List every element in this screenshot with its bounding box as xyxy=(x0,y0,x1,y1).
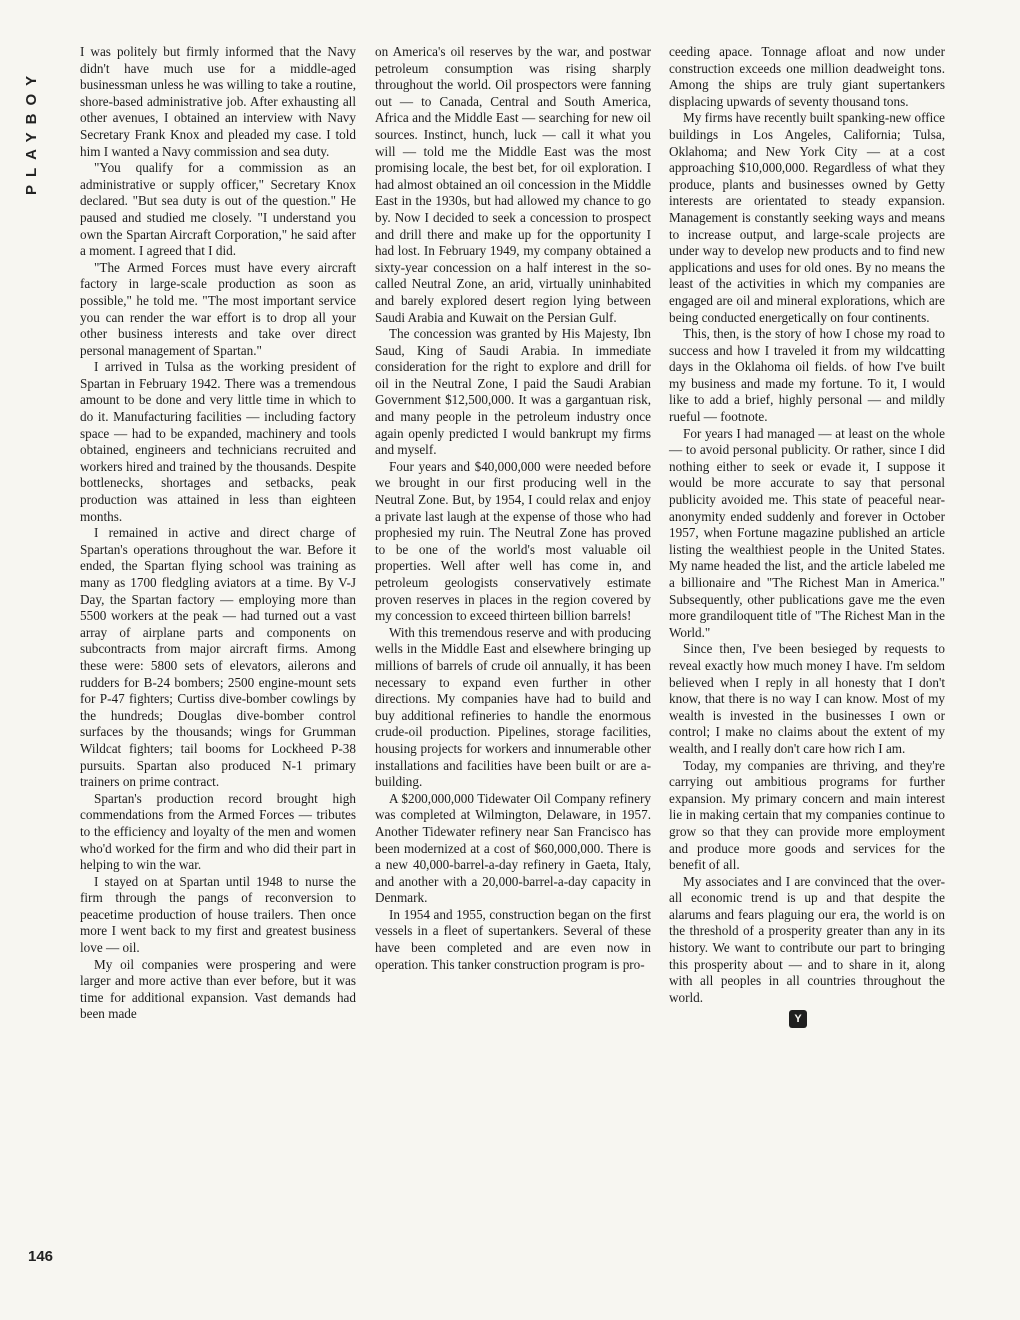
paragraph: This, then, is the story of how I chose my road to success and how I traveled it from my wildcatting days in the Oklahoma oil fields. of how I've built my business and made my fortune. To it, I would like to add a brief, highly personal — and mildly rueful — footnote. xyxy=(669,326,945,425)
paragraph: Since then, I've been besieged by requests to reveal exactly how much money I have. I'm seldom believed when I reply in all honesty that I don't know, that there is no way I can know. Most of my wealth is invested in the businesses I own or control; I make no claims about the extent of my wealth, and I really don't care how rich I am. xyxy=(669,641,945,756)
paragraph: The concession was granted by His Majesty, Ibn Saud, King of Saudi Arabia. In immediate consideration for the right to explore and drill for oil in the Neutral Zone, I paid the Saudi Arabian Government $12,500,000. It was a gargantuan risk, and many people in the petroleum industry once again openly predicted I would bankrupt my firms and myself. xyxy=(375,326,651,458)
text-column-3 xyxy=(669,44,945,1028)
paragraph: My oil companies were prospering and were larger and more active than ever before, but it was time for additional expansion. Vast demands had been made xyxy=(80,956,356,1022)
paragraph: My firms have recently built spanking-new office buildings in Los Angeles, California; Tulsa, Oklahoma; and New York City — at a cost approaching $10,000,000. Regardless of what they produce, plants and businesses owned by Getty interests are orientated to steady expansion. Management is constantly seeking ways and means to increase output, and large-scale projects are under way to develop new products and to find new applications and uses for old ones. By no means the least of the activities in which my companies are engaged are oil and mineral explorations, which are being conducted energetically on four continents. xyxy=(669,110,945,325)
paragraph: Today, my companies are thriving, and they're carrying out ambitious programs for further expansion. My primary concern and main interest lie in making certain that my companies continue to grow so that they can provide more employment and produce more goods and services for the benefit of all. xyxy=(669,757,945,873)
text-column-2 xyxy=(375,44,651,973)
paragraph: "The Armed Forces must have every aircraft factory in large-scale production as soon as possible," he told me. "The most important service you can render the war effort is to drop all your other business interests and take over direct personal management of Spartan." xyxy=(80,259,356,358)
page-number: 146 xyxy=(28,1248,54,1265)
paragraph: A $200,000,000 Tidewater Oil Company refinery was completed at Wilmington, Delaware, in 1957. Another Tidewater refinery near San Francisco has been modernized at a cost of $60,000,000. There is a new 40,000-barrel-a-day refinery in Gaeta, Italy, and another with a 20,000-barrel-a-day capacity in Denmark. xyxy=(375,790,651,906)
paragraph: In 1954 and 1955, construction began on the first vessels in a fleet of supertankers. Several of these have been completed and are even now in operation. This tanker construction program is pro- xyxy=(375,906,651,972)
masthead-title: PLAYBOY xyxy=(23,67,40,195)
paragraph: "You qualify for a commission as an administrative or supply officer," Secretary Knox declared. "But sea duty is out of the question." He paused and studied me closely. "I understand you own the Spartan Aircraft Corporation," he said after a moment. I agreed that I did. xyxy=(80,160,356,259)
text-column-1 xyxy=(80,44,356,1023)
paragraph: With this tremendous reserve and with producing wells in the Middle East and elsewhere bringing up millions of barrels of crude oil annually, it has been necessary to expand even further in other directions. My companies have had to build and buy additional refineries to handle the enormous crude-oil production. Pipelines, storage facilities, housing projects for workers and innumerable other installations and facilities have been built or are a-building. xyxy=(375,624,651,790)
end-mark-icon: Y xyxy=(789,1010,807,1028)
paragraph: I arrived in Tulsa as the working president of Spartan in February 1942. There was a tremendous amount to be done and very little time in which to do it. Manufacturing facilities — including factory space — had to be expanded, machinery and tools obtained, engineers and technicians recruited and workers hired and trained by the thousands. Despite bottlenecks, shortages and setbacks, peak production was attained in less than eighteen months. xyxy=(80,359,356,524)
paragraph: Spartan's production record brought high commendations from the Armed Forces — tributes to the efficiency and loyalty of the men and women who'd worked for the firm and who did their part in helping to win the war. xyxy=(80,790,356,873)
paragraph: I was politely but firmly informed that the Navy didn't have much use for a middle-aged businessman unless he was willing to take a routine, shore-based administrative job. After exhausting all other avenues, I obtained an interview with Navy Secretary Frank Knox and pleaded my case. I told him I wanted a Navy commission and sea duty. xyxy=(80,44,356,159)
paragraph: I remained in active and direct charge of Spartan's operations throughout the war. Before it ended, the Spartan flying school was training as many as 1700 fledgling aviators at a time. By V-J Day, the Spartan factory — employing more than 5500 workers at the peak — had turned out a vast array of airplane parts and components on subcontracts from major aircraft firms. Among these were: 5800 sets of elevators, ailerons and rudders for B-24 bombers; 2500 engine-mount sets for P-47 fighters; Curtiss dive-bomber cowlings by the hundreds; Douglas dive-bomber control surfaces by the thousands; wings for Grumman Wildcat fighters; tail booms for Lockheed P-38 pursuits. Spartan also produced N-1 primary trainers on prime contract. xyxy=(80,525,356,790)
paragraph: ceeding apace. Tonnage afloat and now under construction exceeds one million deadweight tons. Among the ships are truly giant supertankers displacing upwards of seventy thousand tons. xyxy=(669,44,945,109)
paragraph: on America's oil reserves by the war, and postwar petroleum consumption was rising sharply throughout the world. Oil prospectors were fanning out — to Canada, Central and South America, Africa and the Middle East — searching for new oil sources. Instinct, hunch, luck — call it what you will — told me the Middle East was the most promising locale, the best bet, for oil exploration. I had almost obtained an oil concession in the Middle East in the 1930s, but had allowed my chance to go by. Now I decided to seek a concession to prospect and drill there and make up for the opportunity I had lost. In February 1949, my company obtained a sixty-year concession on a half interest in the so-called Neutral Zone, an arid, virtually uninhabited and barely explored desert region lying between Saudi Arabia and Kuwait on the Persian Gulf. xyxy=(375,44,651,325)
masthead xyxy=(23,40,47,200)
paragraph: My associates and I are convinced that the over-all economic trend is up and that despite the alarums and fears plaguing our era, the world is on the threshold of a prosperity greater than any in its history. We want to contribute our part to bringing this prosperity about — and to share in it, along with all peoples in all countries throughout the world. xyxy=(669,873,945,1005)
paragraph: For years I had managed — at least on the whole — to avoid personal publicity. Or rather, since I did nothing either to seek or evade it, I suppose it would be more accurate to say that personal publicity avoided me. This state of peaceful near-anonymity ended suddenly and forever in October 1957, when Fortune magazine published an article listing the wealthiest people in the United States. My name headed the list, and the article labeled me a billionaire and "The Richest Man in America." Subsequently, other publications gave me the even more grandiloquent title of "The Richest Man in the World." xyxy=(669,425,945,640)
paragraph: I stayed on at Spartan until 1948 to nurse the firm through the pangs of reconversion to peacetime production of house trailers. Then once more I went back to my first and greatest business love — oil. xyxy=(80,873,356,956)
paragraph: Four years and $40,000,000 were needed before we brought in our first producing well in the Neutral Zone. But, by 1954, I could relax and enjoy a private last laugh at the expense of those who had prophesied my ruin. The Neutral Zone has proved to be one of the world's most valuable oil properties. Well after well has come in, and petroleum geologists conservatively estimate proven reserves in places in the region covered by my concession to exceed thirteen billion barrels! xyxy=(375,458,651,624)
